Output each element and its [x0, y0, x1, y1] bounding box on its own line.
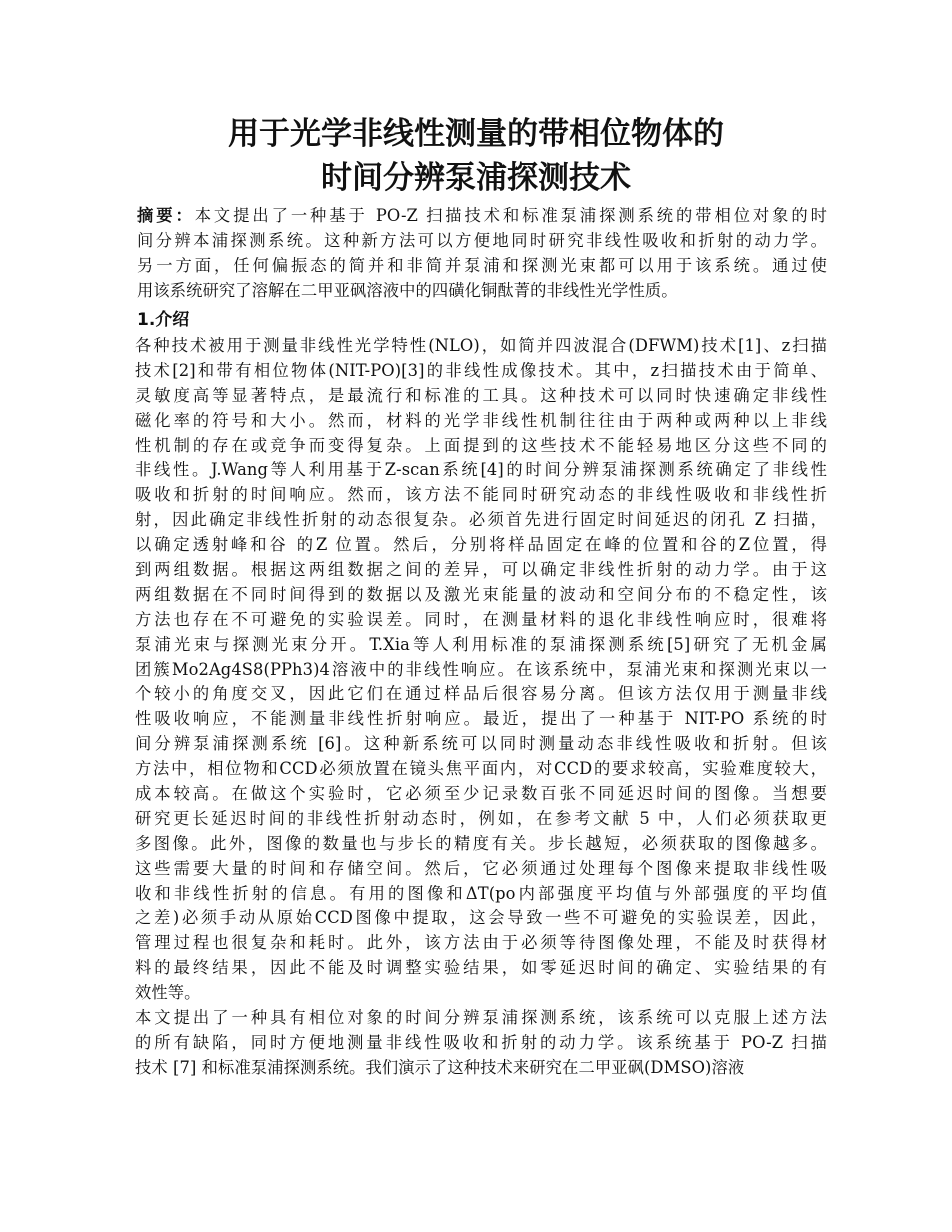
- body-text-line: 收和非线性折射的信息。有用的图像和ΔT(po内部强度平均值与外部强度的平均值: [135, 883, 827, 903]
- body-text-line: 之差)必须手动从原始CCD图像中提取，这会导致一些不可避免的实验误差，因此，: [135, 908, 827, 928]
- body-text-line: 效性等。: [135, 983, 201, 1003]
- body-text-line: 方法中，相位物和CCD必须放置在镜头焦平面内，对CCD的要求较高，实验难度较大，: [135, 759, 827, 779]
- body-text-line: 管理过程也很复杂和耗时。此外，该方法由于必须等待图像处理，不能及时获得材: [135, 933, 827, 953]
- body-text-line: 本文提出了一种具有相位对象的时间分辨泵浦探测系统，该系统可以克服上述方法: [135, 1008, 827, 1028]
- abstract: [137, 204, 827, 304]
- abstract-label: 摘要：: [137, 206, 195, 225]
- body-text-line: 性机制的存在或竞争而变得复杂。上面提到的这些技术不能轻易地区分这些不同的: [135, 435, 827, 455]
- body-text-line: 磁化率的符号和大小。然而，材料的光学非线性机制往往由于两种或两种以上非线: [135, 410, 827, 430]
- paper-title-line-2: 时间分辨泵浦探测技术: [321, 160, 631, 196]
- paper-title-line-1: 用于光学非线性测量的带相位物体的: [228, 116, 724, 152]
- body-text-line: 个较小的角度交叉，因此它们在通过样品后很容易分离。但该方法仅用于测量非线: [135, 684, 827, 704]
- body-text-line: 灵敏度高等显著特点，是最流行和标准的工具。这种技术可以同时快速确定非线性: [135, 385, 827, 405]
- body-text-line: 以确定透射峰和谷 的Z 位置。然后，分别将样品固定在峰的位置和谷的Z位置，得: [135, 535, 827, 555]
- abstract-line: 另一方面，任何偏振态的简并和非简并泵浦和探测光束都可以用于该系统。通过使: [137, 255, 827, 275]
- body-text-line: 非线性。J.Wang等人利用基于Z-scan系统[4]的时间分辨泵浦探测系统确定了非线性: [135, 460, 827, 480]
- body-text-line: 的所有缺陷，同时方便地测量非线性吸收和折射的动力学。该系统基于 PO-Z 扫描: [135, 1032, 827, 1052]
- body-text-line: 吸收和折射的时间响应。然而，该方法不能同时研究动态的非线性吸收和非线性折: [135, 485, 827, 505]
- body-text-line: 射，因此确定非线性折射的动态很复杂。必须首先进行固定时间延迟的闭孔 Z 扫描，: [135, 510, 827, 530]
- body-text-line: 技术[2]和带有相位物体(NIT-PO)[3]的非线性成像技术。其中，z扫描技术由于简单、: [135, 360, 827, 380]
- body-text-line: 研究更长延迟时间的非线性折射动态时，例如，在参考文献 5 中，人们必须获取更: [135, 808, 827, 828]
- body-text-line: 两组数据在不同时间得到的数据以及激光束能量的波动和空间分布的不稳定性，该: [135, 584, 827, 604]
- abstract-line-text: 本文提出了一种基于 PO-Z 扫描技术和标准泵浦探测系统的带相位对象的时: [194, 206, 827, 225]
- body-text-line: 成本较高。在做这个实验时，它必须至少记录数百张不同延迟时间的图像。当想要: [135, 784, 827, 804]
- body-text-line: 方法也存在不可避免的实验误差。同时，在测量材料的退化非线性响应时，很难将: [135, 609, 827, 629]
- body-text-line: 料的最终结果，因此不能及时调整实验结果，如零延迟时间的确定、实验结果的有: [135, 958, 827, 978]
- abstract-line: 用该系统研究了溶解在二甲亚砜溶液中的四磺化铜酞菁的非线性光学性质。: [137, 280, 678, 300]
- abstract-line: 间分辨本浦探测系统。这种新方法可以方便地同时研究非线性吸收和折射的动力学。: [137, 230, 827, 250]
- body-text-line: 泵浦光束与探测光束分开。T.Xia等人利用标准的泵浦探测系统[5]研究了无机金属: [135, 634, 827, 654]
- section-heading-introduction: 1.介绍: [137, 310, 190, 330]
- body-text-line: 性吸收响应，不能测量非线性折射响应。最近，提出了一种基于 NIT-PO 系统的时: [135, 709, 827, 729]
- abstract-line: [137, 204, 827, 229]
- body-text-line: 技术 [7] 和标准泵浦探测系统。我们演示了这种技术来研究在二甲亚砜(DMSO)溶液: [135, 1057, 745, 1077]
- body-text-line: 到两组数据。根据这两组数据之间的差异，可以确定非线性折射的动力学。由于这: [135, 560, 827, 580]
- body-text-line: 团簇Mo2Ag4S8(PPh3)4溶液中的非线性响应。在该系统中，泵浦光束和探测光束以一: [135, 659, 827, 679]
- body-text-line: 间分辨泵浦探测系统 [6]。这种新系统可以同时测量动态非线性吸收和折射。但该: [135, 734, 827, 754]
- body-text-line: 各种技术被用于测量非线性光学特性(NLO)，如简并四波混合(DFWM)技术[1]、z扫描: [135, 336, 827, 355]
- body-text-line: 这些需要大量的时间和存储空间。然后，它必须通过处理每个图像来提取非线性吸: [135, 858, 827, 878]
- body-text-line: 多图像。此外，图像的数量也与步长的精度有关。步长越短，必须获取的图像越多。: [135, 833, 827, 853]
- introduction-body: [135, 334, 827, 1081]
